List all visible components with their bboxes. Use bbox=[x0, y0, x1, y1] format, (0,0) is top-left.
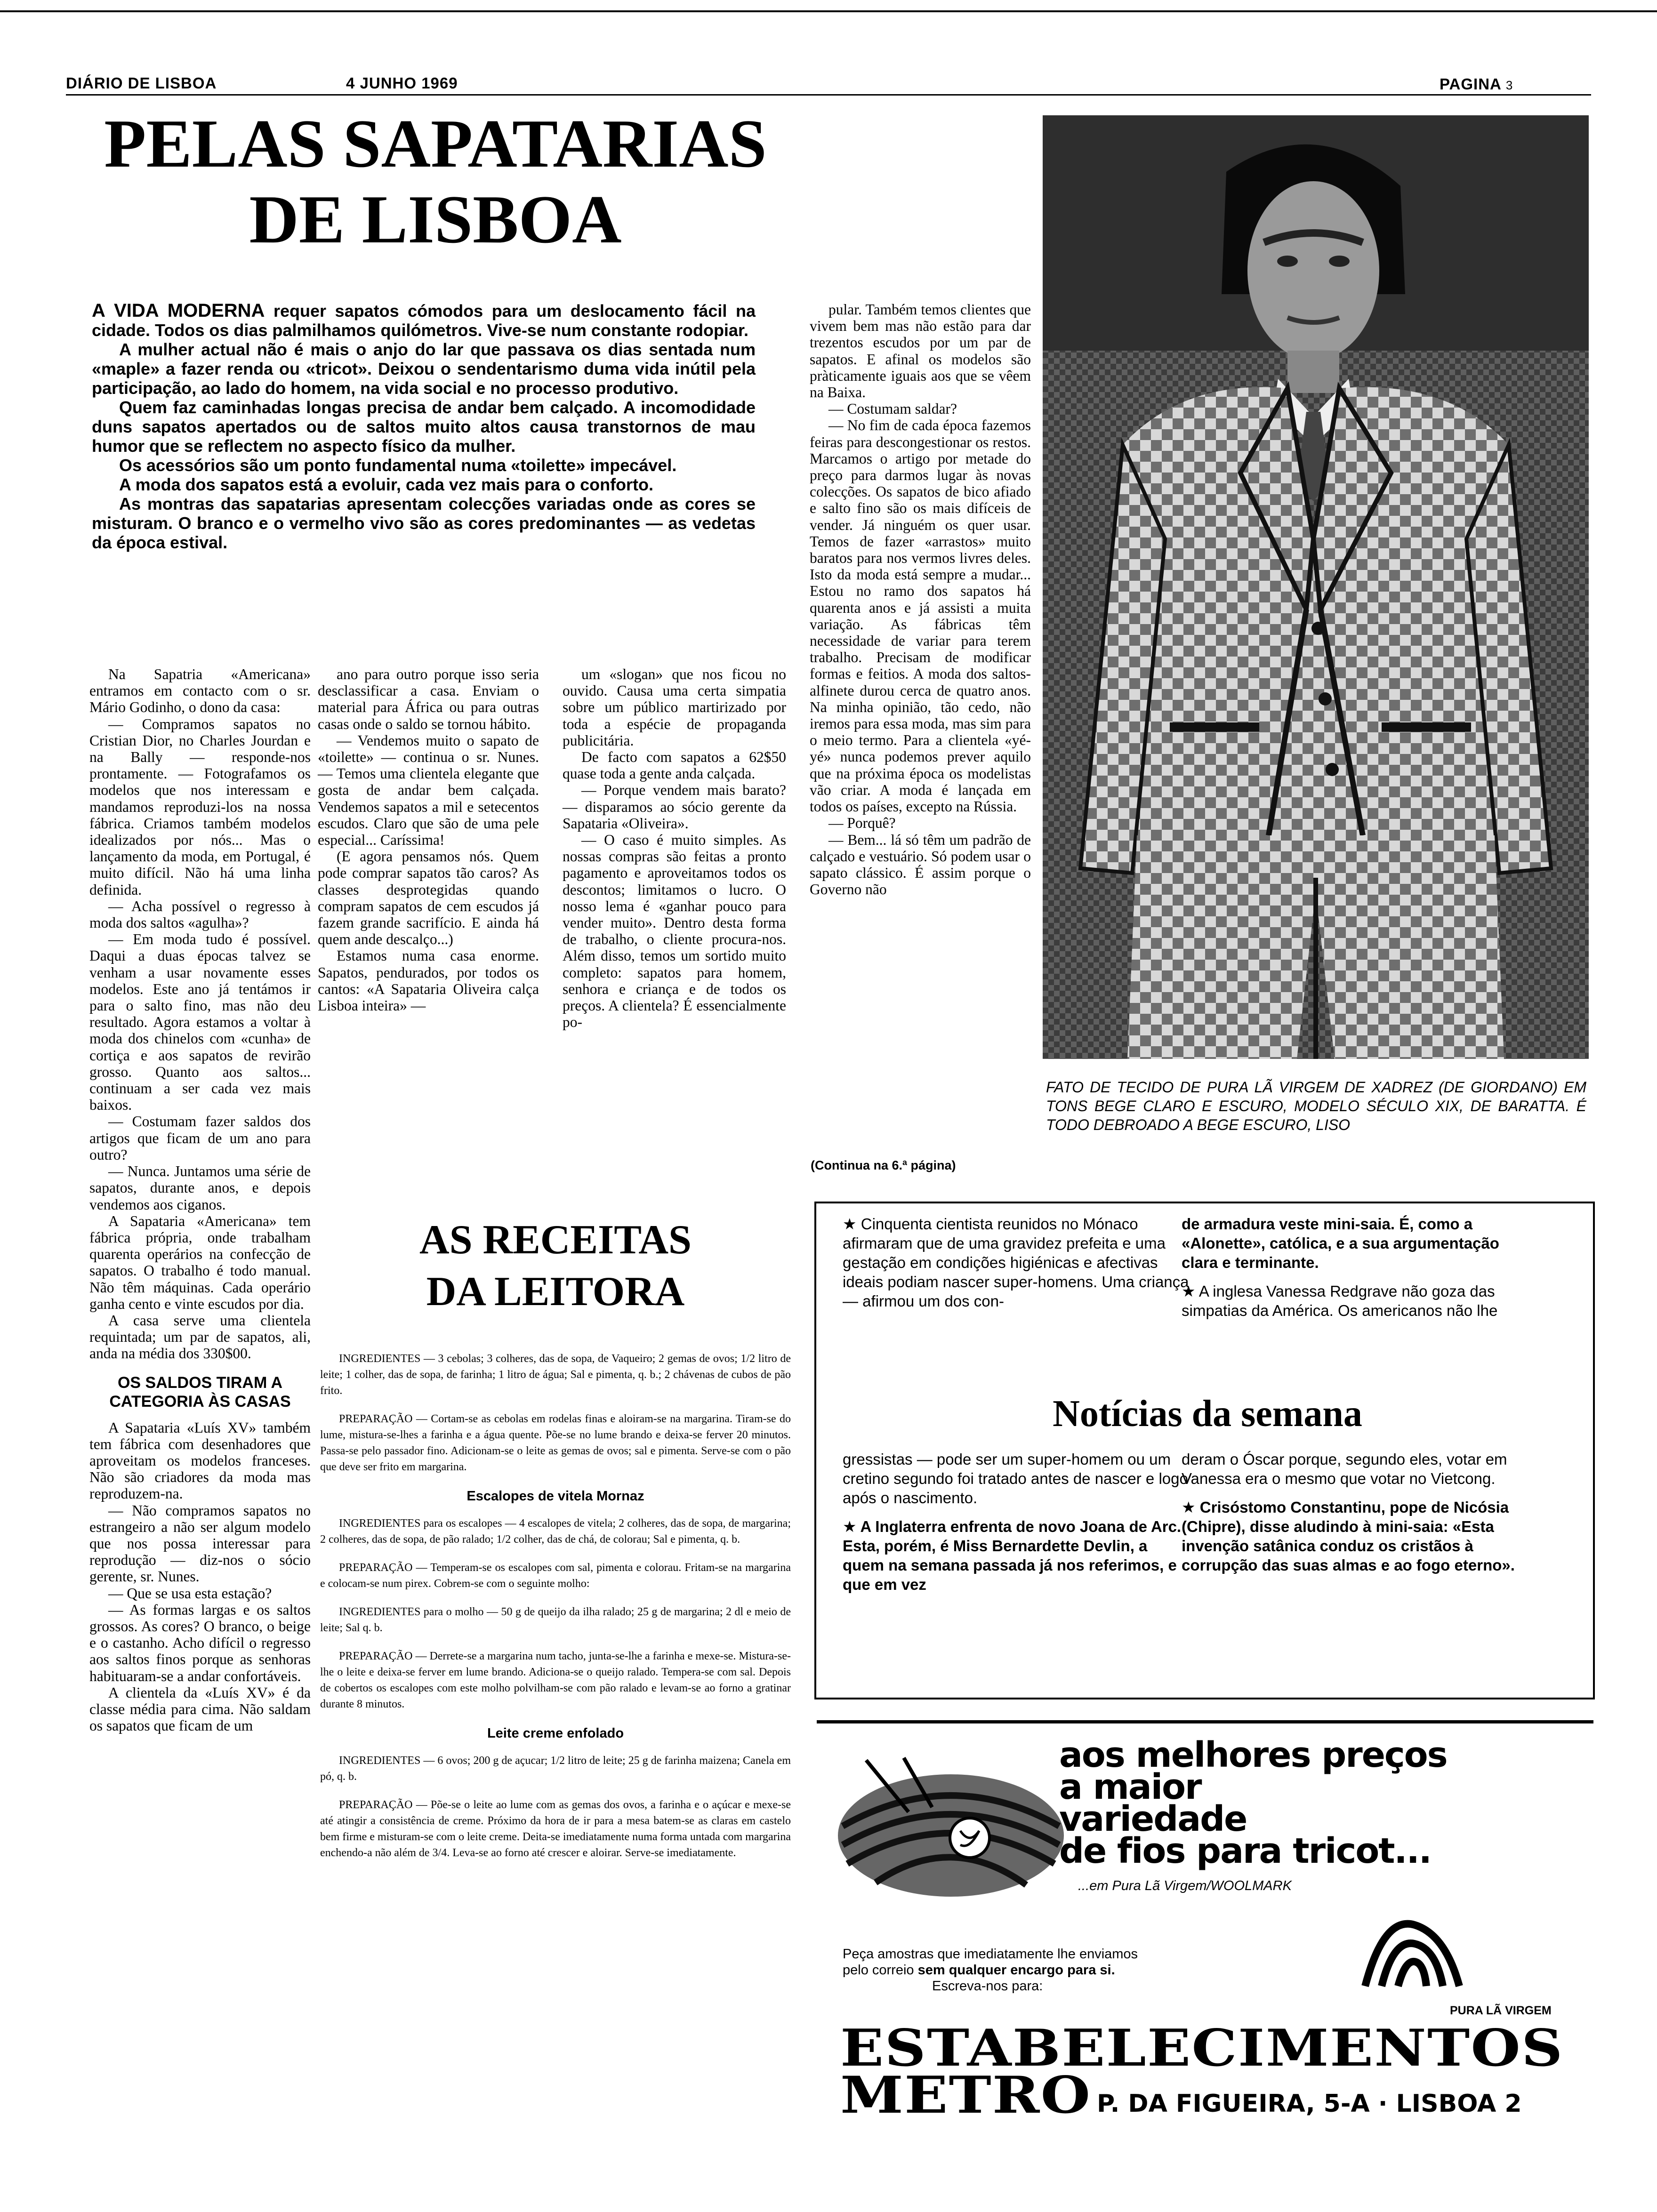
paragraph: um «slogan» que nos ficou no ouvido. Causa uma certa simpatia sobre um público martirizado por toda a espécie de propaganda publicitária. bbox=[563, 666, 786, 749]
woolmark-note: ...em Pura Lã Virgem/WOOLMARK bbox=[1078, 1878, 1292, 1893]
ad-offer: Peça amostras que imediatamente lhe enviamos pelo correio sem qualquer encargo para si. Escreva-nos para: bbox=[843, 1947, 1138, 1994]
paragraph: (E agora pensamos nós. Quem pode comprar sapatos tão caros? As classes desprotegidas quando compram sapatos de cem escudos já fazem grande sacrifício. E ainda há quem ande descalço...) bbox=[318, 848, 539, 948]
recipe-paragraph: INGREDIENTES para os escalopes — 4 escalopes de vitela; 2 colheres, das de sopa, de margarina; 2 colheres, das de sopa, de pão ralado; 1/2 colher, das de chá, de colorau; Sal e pimenta, q. b. bbox=[320, 1517, 791, 1546]
paragraph: De facto com sapatos a 62$50 quase toda a gente anda calçada. bbox=[563, 749, 786, 782]
paragraph: — O caso é muito simples. As nossas compras são feitas a pronto pagamento e aproveitamos todos os descontos; limitamos o lucro. O nosso lema é «ganhar pouco para vender muito». Dentro desta forma de trabalho, o cliente procura-nos. Além disso, temos um sortido muito completo: sapatos para homem, senhora e criança e de todos os preços. A clientela? É essencialmente po- bbox=[563, 832, 786, 1031]
ad-headline: aos melhores preços a maior variedade de fios para tricot... bbox=[1059, 1735, 1447, 1871]
receitas-body bbox=[320, 1351, 791, 1873]
paragraph: A casa serve uma clientela requintada; um par de sapatos, ali, anda na média dos 330$00. bbox=[89, 1312, 311, 1362]
paragraph: A clientela da «Luís XV» é da classe média para cima. Não saldam os sapatos que ficam de um bbox=[89, 1684, 311, 1734]
lead-paragraph bbox=[92, 456, 756, 475]
paragraph: — As formas largas e os saltos grossos. As cores? O branco, o beige e o castanho. Acho difícil o regresso aos saltos finos porque as senhoras habituaram-se a andar confortáveis. bbox=[89, 1601, 311, 1684]
article-col-1 bbox=[89, 666, 311, 1734]
paragraph: — Porque vendem mais barato? — disparamos ao sócio gerente da Sapataria «Oliveira». bbox=[563, 782, 786, 832]
paragraph: pular. Também temos clientes que vivem bem mas não estão para dar trezentos escudos por um par de sapatos. E afinal os modelos são pràticamente iguais aos que se vêem na Baixa. bbox=[810, 301, 1031, 401]
paragraph: Na Sapatria «Americana» entramos em contacto com o sr. Mário Godinho, o dono da casa: bbox=[89, 666, 311, 716]
paragraph: — Bem... lá só têm um padrão de calçado e vestuário. Só podem usar o sapato clássico. É assim porque o Governo não bbox=[810, 831, 1031, 898]
noticias-top-right: de armadura veste mini-saia. É, como a «Alonette», católica, e a sua argumentação clara e terminante. ★ A inglesa Vanessa Redgrave não goza das simpatias da América. Os americanos não lhe bbox=[1182, 1215, 1499, 1319]
lead-text: Quem faz caminhadas longas precisa de andar bem calçado. A incomodidade duns sapatos apertados ou de saltos muito altos causa transtornos de mau humor que se reflectem no aspecto físico da mulher. bbox=[92, 398, 756, 456]
lead-paragraph bbox=[92, 398, 756, 456]
paragraph: — Costumam fazer saldos dos artigos que ficam de um ano para outro? bbox=[89, 1113, 311, 1163]
article-col-2 bbox=[318, 666, 539, 1014]
recipe-paragraph: PREPARAÇÃO — Cortam-se as cebolas em rodelas finas e aloiram-se na margarina. Tiram-se do lume, mistura-se-lhes a farinha e a água quente. Põe-se no lume brando e deixa-se ferver 20 minutos. Passa-se pelo passador fino. Adicionam-se o leite as gemas de ovos; sal e pimenta. Serve-se com o pão que deve ser frito em margarina. bbox=[320, 1413, 791, 1473]
lead-text: requer sapatos cómodos para um deslocamento fácil na cidade. Todos os dias palmilhamos quilómetros. Vive-se num constante rodopiar. bbox=[92, 301, 756, 340]
continued-note: (Continua na 6.ª página) bbox=[811, 1158, 956, 1172]
paragraph: A Sapataria «Americana» tem fábrica própria, onde trabalham quarenta operários na confecção de sapatos. O trabalho é todo manual. Não têm máquinas. Cada operário ganha cento e vinte escudos por dia. bbox=[89, 1212, 311, 1312]
lead-text: As montras das sapatarias apresentam colecções variadas onde as cores se misturam. O branco e o vermelho vivo são as cores predominantes — as vedetas da época estival. bbox=[92, 494, 756, 552]
noticias-bottom-left: gressistas — pode ser um super-homem ou um cretino segundo foi tratado antes de nascer e logo após o nascimento. ★ A Inglaterra enfrenta de novo Joana de Arc. Esta, porém, é Miss Bernardette Devlin, a quem na semana passada já nos referimos, e que em vez bbox=[843, 1451, 1188, 1593]
paragraph: ano para outro porque isso seria desclassificar a casa. Enviam o material para África ou para outras casas onde o saldo se tornou hábito. bbox=[318, 666, 539, 732]
ad-address: P. DA FIGUEIRA, 5-A · LISBOA 2 bbox=[1097, 2090, 1522, 2118]
paragraph: — Vendemos muito o sapato de «toilette» — continua o sr. Nunes. — Temos uma clientela elegante que gosta de andar bem calçada. Vendemos sapatos a mil e setecentos escudos. Claro que são de uma pele especial... Caríssima! bbox=[318, 732, 539, 849]
lead-text: A mulher actual não é mais o anjo do lar que passava os dias sentada num «maple» a fazer renda ou «tricot». Deixou o sendentarismo duma vida inútil pela participação, ao lado do homem, na vida social e no processo produtivo. bbox=[92, 340, 756, 398]
lead-text: A moda dos sapatos está a evoluir, cada vez mais para o conforto. bbox=[119, 475, 654, 494]
photo-caption: FATO DE TECIDO DE PURA LÃ VIRGEM DE XADREZ (DE GIORDANO) EM TONS BEGE CLARO E ESCURO, MODELO SÉCULO XIX, DE BARATTA. É TODO DEBROADO A BEGE ESCURO, LISO bbox=[1046, 1079, 1586, 1133]
lead-keyword: A VIDA MODERNA bbox=[92, 300, 265, 321]
recipe-paragraph: PREPARAÇÃO — Põe-se o leite ao lume com as gemas dos ovos, a farinha e o açúcar e mexe-se até atingir a consistência de creme. Próximo da hora de ir para a mesa batem-se as claras em castelo bem firme e misturam-se com o leite creme. Deita-se imediatamente numa forma untada com margarina enchendo-a não além de 3/4. Leva-se ao forno até crescer e aloirar. Serve-se imediatamente. bbox=[320, 1799, 791, 1859]
ad-brand-line1: ESTABELECIMENTOS bbox=[840, 2019, 1564, 2078]
lead-paragraph bbox=[92, 494, 756, 552]
newspaper-name: DIÁRIO DE LISBOA bbox=[66, 74, 217, 92]
lead-paragraph bbox=[92, 475, 756, 494]
article-lead bbox=[92, 301, 756, 552]
paragraph: — Compramos sapatos no Cristian Dior, no Charles Jourdan e na Bally — responde-nos prontamente. — Fotografamos os modelos que nos interessam e mandamos reproduzi-los na nossa fábrica. Criamos também modelos idealizados por nós... Mas o lançamento da moda, em Portugal, é muito difícil. Não há uma linha definida. bbox=[89, 715, 311, 898]
recipe-paragraph: INGREDIENTES para o molho — 50 g de queijo da ilha ralado; 25 g de margarina; 2 dl e meio de leite; Sal q. b. bbox=[320, 1606, 791, 1634]
recipe-title: Leite creme enfolado bbox=[487, 1726, 624, 1741]
article-col-right bbox=[810, 301, 1031, 898]
noticias-title: Notícias da semana bbox=[1053, 1393, 1362, 1435]
woolmark-logo-icon bbox=[1346, 1906, 1483, 2000]
ad-top-rule bbox=[817, 1720, 1593, 1723]
noticias-bottom-right: deram o Óscar porque, segundo eles, votar em Vanessa era o mesmo que votar no Vietcong. ★ Crisóstomo Constantinu, pope de Nicósia (Chipre), disse aludindo à mini-saia: «Esta invenção satânica conduz os cristãos à corrupção das suas almas e ao fogo eterno». bbox=[1182, 1451, 1515, 1574]
noticias-top-left: ★ Cinquenta cientista reunidos no Mónaco afirmaram que de uma gravidez prefeita e uma gestação em condições higiénicas e afectivas ideais podiam nascer super-homens. Uma criança — afirmou um dos con- bbox=[843, 1215, 1189, 1310]
paragraph: — Não compramos sapatos no estrangeiro a não ser algum modelo que nos possa interessar para reprodução — diz-nos o sócio gerente, sr. Nunes. bbox=[89, 1502, 311, 1585]
paragraph: A Sapataria «Luís XV» também tem fábrica com desenhadores que aproveitam os modelos franceses. Não são criadores da moda mas reproduzem-na. bbox=[89, 1419, 311, 1502]
paragraph: — Que se usa esta estação? bbox=[108, 1585, 272, 1602]
receitas-title: AS RECEITAS DA LEITORA bbox=[419, 1217, 692, 1314]
paragraph: — Acha possível o regresso à moda dos saltos «agulha»? bbox=[89, 898, 311, 931]
paragraph: — Em moda tudo é possível. Daqui a duas épocas talvez se venham a usar novamente esses modelos. Este ano já tentámos ir para o salto fino, mas não deu resultado. Agora estamos a voltar à moda dos chinelos com «cunha» de cortiça e aos sapatos de revirão grosso. Quanto aos saltos... continuam a ser cada vez mais baixos. bbox=[89, 931, 311, 1114]
recipe-paragraph: INGREDIENTES — 6 ovos; 200 g de açucar; 1/2 litro de leite; 25 g de farinha maizena; Canela em pó, q. b. bbox=[320, 1755, 791, 1783]
man-in-suit-image bbox=[1043, 115, 1589, 1059]
page-label: PAGINA 3 bbox=[1440, 75, 1513, 93]
paragraph: — Costumam saldar? bbox=[828, 401, 957, 417]
article-col-3 bbox=[563, 666, 786, 1030]
suit-photo bbox=[1043, 115, 1589, 1059]
paragraph: Estamos numa casa enorme. Sapatos, pendurados, por todos os cantos: «A Sapataria Oliveira calça Lisboa inteira» — bbox=[318, 947, 539, 1014]
lead-paragraph bbox=[92, 301, 756, 340]
recipe-paragraph: PREPARAÇÃO — Derrete-se a margarina num tacho, junta-se-lhe a farinha e mexe-se. Mistura-se-lhe o leite e deixa-se ferver em lume brando. Adiciona-se o queijo ralado. Tempera-se com sal. Depois de cobertos os escalopes com este molho polvilham-se com pão ralado e levam-se ao forno a gratinar durante 8 minutos. bbox=[320, 1650, 791, 1710]
ad-brand-line2: METRO bbox=[840, 2066, 1092, 2125]
paragraph: — No fim de cada época fazemos feiras para descongestionar os restos. Marcamos o artigo por metade do preço para darmos lugar às novas colecções. Os sapatos de bico afiado e salto fino são os mais difíceis de vender. Já ninguém os quer usar. Temos de fazer «arrastos» muito baratos para nos vermos livres deles. Isto da moda está sempre a mudar... Estou no ramo dos sapatos há quarenta anos e já assisti a muita variação. As fábricas têm necessidade de variar para terem trabalho. Precisam de modificar formas e feitios. A moda dos saltos-alfinete durou cerca de quatro anos. Na minha opinião, tão cedo, não iremos para essa moda, mas sim para o meio termo. Para a clientela «yé-yé» nunca podemos prever aquilo que na próxima época os modelistas vão criar. A moda é lançada em todos os países, excepto na Rússia. bbox=[810, 417, 1031, 815]
section-subhead: OS SALDOS TIRAM A CATEGORIA ÀS CASAS bbox=[109, 1373, 291, 1411]
recipe-paragraph: PREPARAÇÃO — Temperam-se os escalopes com sal, pimenta e colorau. Fritam-se na margarina e colocam-se num pirex. Cobrem-se com o seguinte molho: bbox=[320, 1562, 791, 1590]
main-headline: PELAS SAPATARIAS DE LISBOA bbox=[104, 105, 767, 257]
issue-date: 4 JUNHO 1969 bbox=[346, 74, 458, 92]
paragraph: — Porquê? bbox=[828, 815, 896, 832]
pura-la-virgem: PURA LÃ VIRGEM bbox=[1450, 2004, 1552, 2017]
lead-text: Os acessórios são um ponto fundamental numa «toilette» impecável. bbox=[119, 456, 677, 475]
lead-paragraph bbox=[92, 340, 756, 398]
recipe-paragraph: INGREDIENTES — 3 cebolas; 3 colheres, das de sopa, de Vaqueiro; 2 gemas de ovos; 1/2 litro de leite; 1 colher, das de sopa, de farinha; 1 litro de água; Sal e pimenta, q. b.; 2 chávenas de cubos de pão frito. bbox=[320, 1353, 791, 1397]
recipe-title: Escalopes de vitela Mornaz bbox=[467, 1489, 644, 1504]
yarn-ball-icon bbox=[828, 1755, 1073, 1911]
paragraph: — Nunca. Juntamos uma série de sapatos, durante anos, e depois vendemos aos ciganos. bbox=[89, 1163, 311, 1213]
